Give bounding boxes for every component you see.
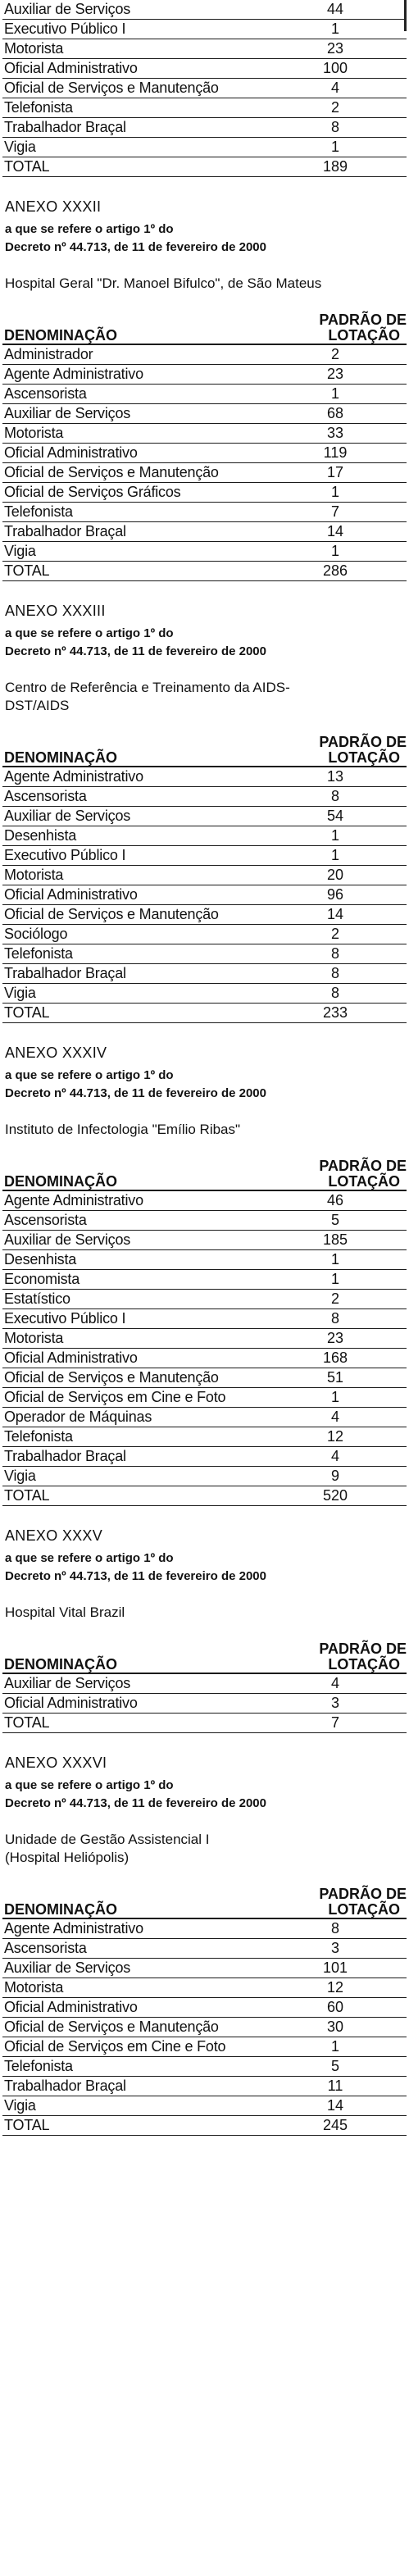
job-title-cell: Estatístico — [2, 1290, 264, 1309]
header-lotacao-line: LOTAÇÃO — [328, 749, 400, 766]
table-row — [2, 424, 407, 444]
staffing-count-cell: 33 — [264, 424, 407, 444]
job-title-cell: TOTAL — [2, 562, 264, 581]
header-denominacao — [2, 730, 264, 767]
staffing-count-cell: 189 — [264, 157, 407, 177]
staffing-count-cell: 8 — [264, 1918, 407, 1939]
staffing-table — [2, 1636, 407, 1733]
table-total-row — [2, 1004, 407, 1023]
job-title-cell: Economista — [2, 1270, 264, 1290]
job-title-cell: Desenhista — [2, 1250, 264, 1270]
header-denominacao — [2, 1636, 264, 1673]
staffing-count-cell: 5 — [264, 1211, 407, 1231]
job-title-cell: Desenhista — [2, 826, 264, 846]
staffing-count-cell: 60 — [264, 1998, 407, 2018]
job-title-cell: Ascensorista — [2, 1211, 264, 1231]
table-header-row — [2, 307, 407, 344]
institution-name-line: (Hospital Heliópolis) — [5, 1850, 130, 1865]
header-padrao-lotacao — [264, 1636, 407, 1673]
staffing-count-cell: 8 — [264, 944, 407, 964]
table-row — [2, 1309, 407, 1329]
table-row — [2, 1694, 407, 1714]
table-row — [2, 925, 407, 944]
staffing-count-cell: 8 — [264, 1309, 407, 1329]
table-row — [2, 1270, 407, 1290]
decree-reference-line: a que se refere o artigo 1º do — [5, 222, 174, 236]
table-row — [2, 1368, 407, 1388]
staffing-count-cell: 1 — [264, 20, 407, 39]
table-row — [2, 59, 407, 79]
anexo-title: ANEXO XXXIII — [5, 603, 106, 619]
job-title-cell: Oficial de Serviços em Cine e Foto — [2, 2037, 264, 2057]
table-row — [2, 1427, 407, 1447]
decree-reference-line: Decreto nº 44.713, de 11 de fevereiro de 2000 — [5, 1796, 266, 1810]
staffing-count-cell: 20 — [264, 866, 407, 885]
header-lotacao-line: LOTAÇÃO — [328, 327, 400, 344]
table-row — [2, 885, 407, 905]
table-row — [2, 118, 407, 138]
table-row — [2, 1250, 407, 1270]
job-title-cell: Vigia — [2, 2096, 264, 2116]
job-title-cell: Executivo Público I — [2, 1309, 264, 1329]
staffing-count-cell: 1 — [264, 1250, 407, 1270]
job-title-cell: Vigia — [2, 1467, 264, 1486]
job-title-cell: Motorista — [2, 39, 264, 59]
header-padrao-line: PADRÃO DE — [319, 1886, 407, 1902]
job-title-cell: Agente Administrativo — [2, 1190, 264, 1211]
header-padrao-line: PADRÃO DE — [319, 1158, 407, 1174]
table-row — [2, 98, 407, 118]
staffing-count-cell: 100 — [264, 59, 407, 79]
table-row — [2, 444, 407, 463]
anexo-section — [0, 1527, 409, 1733]
institution-name — [5, 1604, 409, 1622]
header-denominacao — [2, 1882, 264, 1918]
institution-name-line: Hospital Geral "Dr. Manoel Bifulco", de São Mateus — [5, 275, 322, 291]
job-title-cell: Oficial Administrativo — [2, 1694, 264, 1714]
table-row — [2, 138, 407, 157]
job-title-cell: Executivo Público I — [2, 846, 264, 866]
staffing-count-cell: 46 — [264, 1190, 407, 1211]
job-title-cell: Ascensorista — [2, 385, 264, 404]
staffing-count-cell: 12 — [264, 1978, 407, 1998]
table-row — [2, 1329, 407, 1349]
staffing-count-cell: 2 — [264, 1290, 407, 1309]
job-title-cell: Vigia — [2, 542, 264, 562]
job-title-cell: Vigia — [2, 138, 264, 157]
continued-staffing-table — [2, 0, 407, 177]
job-title-cell: Telefonista — [2, 944, 264, 964]
header-denominacao — [2, 307, 264, 344]
table-row — [2, 1290, 407, 1309]
job-title-cell: Executivo Público I — [2, 20, 264, 39]
decree-reference — [5, 1067, 409, 1103]
table-row — [2, 964, 407, 984]
staffing-count-cell: 13 — [264, 767, 407, 787]
header-denominacao-label: DENOMINAÇÃO — [4, 1901, 117, 1918]
staffing-count-cell: 7 — [264, 1714, 407, 1733]
decree-reference-line: a que se refere o artigo 1º do — [5, 626, 174, 640]
job-title-cell: Motorista — [2, 1978, 264, 1998]
job-title-cell: Administrador — [2, 344, 264, 365]
anexo-title: ANEXO XXXVI — [5, 1755, 107, 1771]
table-row — [2, 20, 407, 39]
table-header-row — [2, 1636, 407, 1673]
table-row — [2, 1918, 407, 1939]
table-row — [2, 2096, 407, 2116]
job-title-cell: Auxiliar de Serviços — [2, 404, 264, 424]
anexo-section — [0, 198, 409, 581]
staffing-count-cell: 14 — [264, 522, 407, 542]
decree-reference-line: a que se refere o artigo 1º do — [5, 1551, 174, 1565]
staffing-table — [2, 1154, 407, 1506]
staffing-count-cell: 4 — [264, 1673, 407, 1694]
table-row — [2, 79, 407, 98]
decree-reference — [5, 625, 409, 661]
institution-name-line: Unidade de Gestão Assistencial I — [5, 1832, 210, 1847]
staffing-count-cell: 23 — [264, 39, 407, 59]
table-row — [2, 1388, 407, 1408]
job-title-cell: Telefonista — [2, 2057, 264, 2077]
staffing-count-cell: 9 — [264, 1467, 407, 1486]
anexo-section — [0, 1045, 409, 1506]
decree-reference-line: a que se refere o artigo 1º do — [5, 1778, 174, 1792]
staffing-count-cell: 2 — [264, 98, 407, 118]
staffing-count-cell: 286 — [264, 562, 407, 581]
staffing-count-cell: 245 — [264, 2116, 407, 2136]
table-total-row — [2, 1486, 407, 1506]
staffing-count-cell: 1 — [264, 1388, 407, 1408]
institution-name-line: Hospital Vital Brazil — [5, 1604, 125, 1620]
anexo-section — [0, 603, 409, 1023]
table-row — [2, 483, 407, 503]
decree-reference-line: a que se refere o artigo 1º do — [5, 1068, 174, 1082]
table-row — [2, 2037, 407, 2057]
staffing-count-cell: 4 — [264, 1447, 407, 1467]
job-title-cell: Oficial Administrativo — [2, 59, 264, 79]
job-title-cell: TOTAL — [2, 1486, 264, 1506]
job-title-cell: Motorista — [2, 866, 264, 885]
header-lotacao-line: LOTAÇÃO — [328, 1656, 400, 1673]
staffing-count-cell: 8 — [264, 787, 407, 807]
job-title-cell: Operador de Máquinas — [2, 1408, 264, 1427]
job-title-cell: Motorista — [2, 424, 264, 444]
job-title-cell: Oficial de Serviços e Manutenção — [2, 905, 264, 925]
decree-reference-line: Decreto nº 44.713, de 11 de fevereiro de 2000 — [5, 240, 266, 254]
staffing-table — [2, 307, 407, 581]
job-title-cell: Oficial de Serviços e Manutenção — [2, 463, 264, 483]
job-title-cell: TOTAL — [2, 1004, 264, 1023]
header-denominacao-label: DENOMINAÇÃO — [4, 749, 117, 766]
decree-reference — [5, 221, 409, 257]
staffing-count-cell: 12 — [264, 1427, 407, 1447]
staffing-count-cell: 14 — [264, 2096, 407, 2116]
decree-reference-line: Decreto nº 44.713, de 11 de fevereiro de 2000 — [5, 1086, 266, 1100]
job-title-cell: Auxiliar de Serviços — [2, 0, 264, 20]
staffing-count-cell: 11 — [264, 2077, 407, 2096]
table-row — [2, 767, 407, 787]
institution-name — [5, 1121, 409, 1139]
staffing-count-cell: 520 — [264, 1486, 407, 1506]
staffing-count-cell: 68 — [264, 404, 407, 424]
table-row — [2, 826, 407, 846]
staffing-count-cell: 1 — [264, 2037, 407, 2057]
table-row — [2, 787, 407, 807]
table-row — [2, 344, 407, 365]
job-title-cell: Auxiliar de Serviços — [2, 1959, 264, 1978]
job-title-cell: Oficial de Serviços em Cine e Foto — [2, 1388, 264, 1408]
table-row — [2, 2077, 407, 2096]
anexos-container — [0, 198, 409, 2136]
table-row — [2, 1673, 407, 1694]
staffing-count-cell: 8 — [264, 964, 407, 984]
job-title-cell: Telefonista — [2, 1427, 264, 1447]
staffing-count-cell: 1 — [264, 483, 407, 503]
staffing-count-cell: 7 — [264, 503, 407, 522]
staffing-count-cell: 51 — [264, 1368, 407, 1388]
institution-name — [5, 1831, 409, 1867]
staffing-count-cell: 54 — [264, 807, 407, 826]
table-row — [2, 503, 407, 522]
table-row — [2, 944, 407, 964]
institution-name-line: DST/AIDS — [5, 698, 70, 713]
job-title-cell: TOTAL — [2, 157, 264, 177]
staffing-count-cell: 8 — [264, 118, 407, 138]
table-row — [2, 1447, 407, 1467]
staffing-count-cell: 4 — [264, 79, 407, 98]
staffing-count-cell: 1 — [264, 1270, 407, 1290]
table-row — [2, 1978, 407, 1998]
table-row — [2, 1998, 407, 2018]
table-row — [2, 542, 407, 562]
job-title-cell: Oficial de Serviços Gráficos — [2, 483, 264, 503]
staffing-count-cell: 14 — [264, 905, 407, 925]
staffing-count-cell: 8 — [264, 984, 407, 1004]
staffing-table — [2, 730, 407, 1023]
staffing-count-cell: 23 — [264, 1329, 407, 1349]
staffing-count-cell: 1 — [264, 826, 407, 846]
header-lotacao-line: LOTAÇÃO — [328, 1173, 400, 1190]
staffing-count-cell: 17 — [264, 463, 407, 483]
job-title-cell: TOTAL — [2, 1714, 264, 1733]
table-row — [2, 1467, 407, 1486]
table-row — [2, 39, 407, 59]
table-row — [2, 522, 407, 542]
table-row — [2, 1190, 407, 1211]
staffing-count-cell: 30 — [264, 2018, 407, 2037]
decree-reference — [5, 1550, 409, 1586]
job-title-cell: Trabalhador Braçal — [2, 522, 264, 542]
staffing-count-cell: 233 — [264, 1004, 407, 1023]
staffing-count-cell: 1 — [264, 846, 407, 866]
institution-name — [5, 275, 409, 293]
job-title-cell: Auxiliar de Serviços — [2, 807, 264, 826]
job-title-cell: TOTAL — [2, 2116, 264, 2136]
table-total-row — [2, 2116, 407, 2136]
job-title-cell: Telefonista — [2, 503, 264, 522]
job-title-cell: Oficial Administrativo — [2, 885, 264, 905]
job-title-cell: Oficial de Serviços e Manutenção — [2, 1368, 264, 1388]
table-total-row — [2, 1714, 407, 1733]
table-total-row — [2, 562, 407, 581]
institution-name-line: Centro de Referência e Treinamento da AIDS- — [5, 680, 290, 695]
table-row — [2, 404, 407, 424]
job-title-cell: Oficial de Serviços e Manutenção — [2, 79, 264, 98]
decree-reference — [5, 1777, 409, 1813]
table-row — [2, 1349, 407, 1368]
institution-name — [5, 679, 409, 715]
job-title-cell: Oficial Administrativo — [2, 1998, 264, 2018]
job-title-cell: Telefonista — [2, 98, 264, 118]
staffing-count-cell: 2 — [264, 925, 407, 944]
staffing-count-cell: 3 — [264, 1939, 407, 1959]
staffing-count-cell: 168 — [264, 1349, 407, 1368]
table-header-row — [2, 1882, 407, 1918]
staffing-count-cell: 96 — [264, 885, 407, 905]
job-title-cell: Motorista — [2, 1329, 264, 1349]
header-denominacao — [2, 1154, 264, 1190]
header-denominacao-label: DENOMINAÇÃO — [4, 327, 117, 344]
job-title-cell: Agente Administrativo — [2, 1918, 264, 1939]
table-row — [2, 984, 407, 1004]
header-padrao-line: PADRÃO DE — [319, 1641, 407, 1657]
job-title-cell: Trabalhador Braçal — [2, 118, 264, 138]
staffing-count-cell: 23 — [264, 365, 407, 385]
staffing-count-cell: 1 — [264, 385, 407, 404]
table-header-row — [2, 730, 407, 767]
staffing-count-cell: 185 — [264, 1231, 407, 1250]
table-row — [2, 1959, 407, 1978]
job-title-cell: Sociólogo — [2, 925, 264, 944]
job-title-cell: Agente Administrativo — [2, 365, 264, 385]
job-title-cell: Auxiliar de Serviços — [2, 1673, 264, 1694]
header-padrao-lotacao — [264, 1154, 407, 1190]
header-lotacao-line: LOTAÇÃO — [328, 1901, 400, 1918]
job-title-cell: Trabalhador Braçal — [2, 964, 264, 984]
staffing-count-cell: 101 — [264, 1959, 407, 1978]
header-padrao-lotacao — [264, 307, 407, 344]
job-title-cell: Oficial de Serviços e Manutenção — [2, 2018, 264, 2037]
table-row — [2, 905, 407, 925]
anexo-title: ANEXO XXXIV — [5, 1045, 107, 1061]
header-padrao-line: PADRÃO DE — [319, 312, 407, 328]
header-denominacao-label: DENOMINAÇÃO — [4, 1173, 117, 1190]
anexo-title: ANEXO XXXII — [5, 198, 102, 215]
table-row — [2, 1211, 407, 1231]
job-title-cell: Ascensorista — [2, 787, 264, 807]
table-row — [2, 1408, 407, 1427]
staffing-count-cell: 5 — [264, 2057, 407, 2077]
table-row — [2, 1939, 407, 1959]
table-row — [2, 807, 407, 826]
header-padrao-line: PADRÃO DE — [319, 734, 407, 750]
staffing-count-cell: 1 — [264, 138, 407, 157]
job-title-cell: Oficial Administrativo — [2, 444, 264, 463]
staffing-count-cell: 119 — [264, 444, 407, 463]
table-header-row — [2, 1154, 407, 1190]
table-row — [2, 1231, 407, 1250]
job-title-cell: Vigia — [2, 984, 264, 1004]
institution-name-line: Instituto de Infectologia "Emílio Ribas" — [5, 1122, 241, 1137]
header-padrao-lotacao — [264, 1882, 407, 1918]
table-row — [2, 365, 407, 385]
column-divider — [404, 0, 407, 31]
header-padrao-lotacao — [264, 730, 407, 767]
anexo-section — [0, 1755, 409, 2136]
table-row — [2, 463, 407, 483]
job-title-cell: Trabalhador Braçal — [2, 1447, 264, 1467]
staffing-count-cell: 3 — [264, 1694, 407, 1714]
anexo-title: ANEXO XXXV — [5, 1527, 103, 1544]
job-title-cell: Oficial Administrativo — [2, 1349, 264, 1368]
staffing-count-cell: 1 — [264, 542, 407, 562]
table-row — [2, 385, 407, 404]
table-total-row — [2, 157, 407, 177]
table-row — [2, 2018, 407, 2037]
table-row — [2, 846, 407, 866]
staffing-count-cell: 2 — [264, 344, 407, 365]
job-title-cell: Ascensorista — [2, 1939, 264, 1959]
table-row — [2, 0, 407, 20]
staffing-count-cell: 4 — [264, 1408, 407, 1427]
decree-reference-line: Decreto nº 44.713, de 11 de fevereiro de 2000 — [5, 644, 266, 658]
job-title-cell: Auxiliar de Serviços — [2, 1231, 264, 1250]
job-title-cell: Trabalhador Braçal — [2, 2077, 264, 2096]
staffing-count-cell: 44 — [264, 0, 407, 20]
decree-reference-line: Decreto nº 44.713, de 11 de fevereiro de 2000 — [5, 1569, 266, 1583]
table-row — [2, 866, 407, 885]
header-denominacao-label: DENOMINAÇÃO — [4, 1656, 117, 1673]
job-title-cell: Agente Administrativo — [2, 767, 264, 787]
staffing-table — [2, 1882, 407, 2136]
table-row — [2, 2057, 407, 2077]
